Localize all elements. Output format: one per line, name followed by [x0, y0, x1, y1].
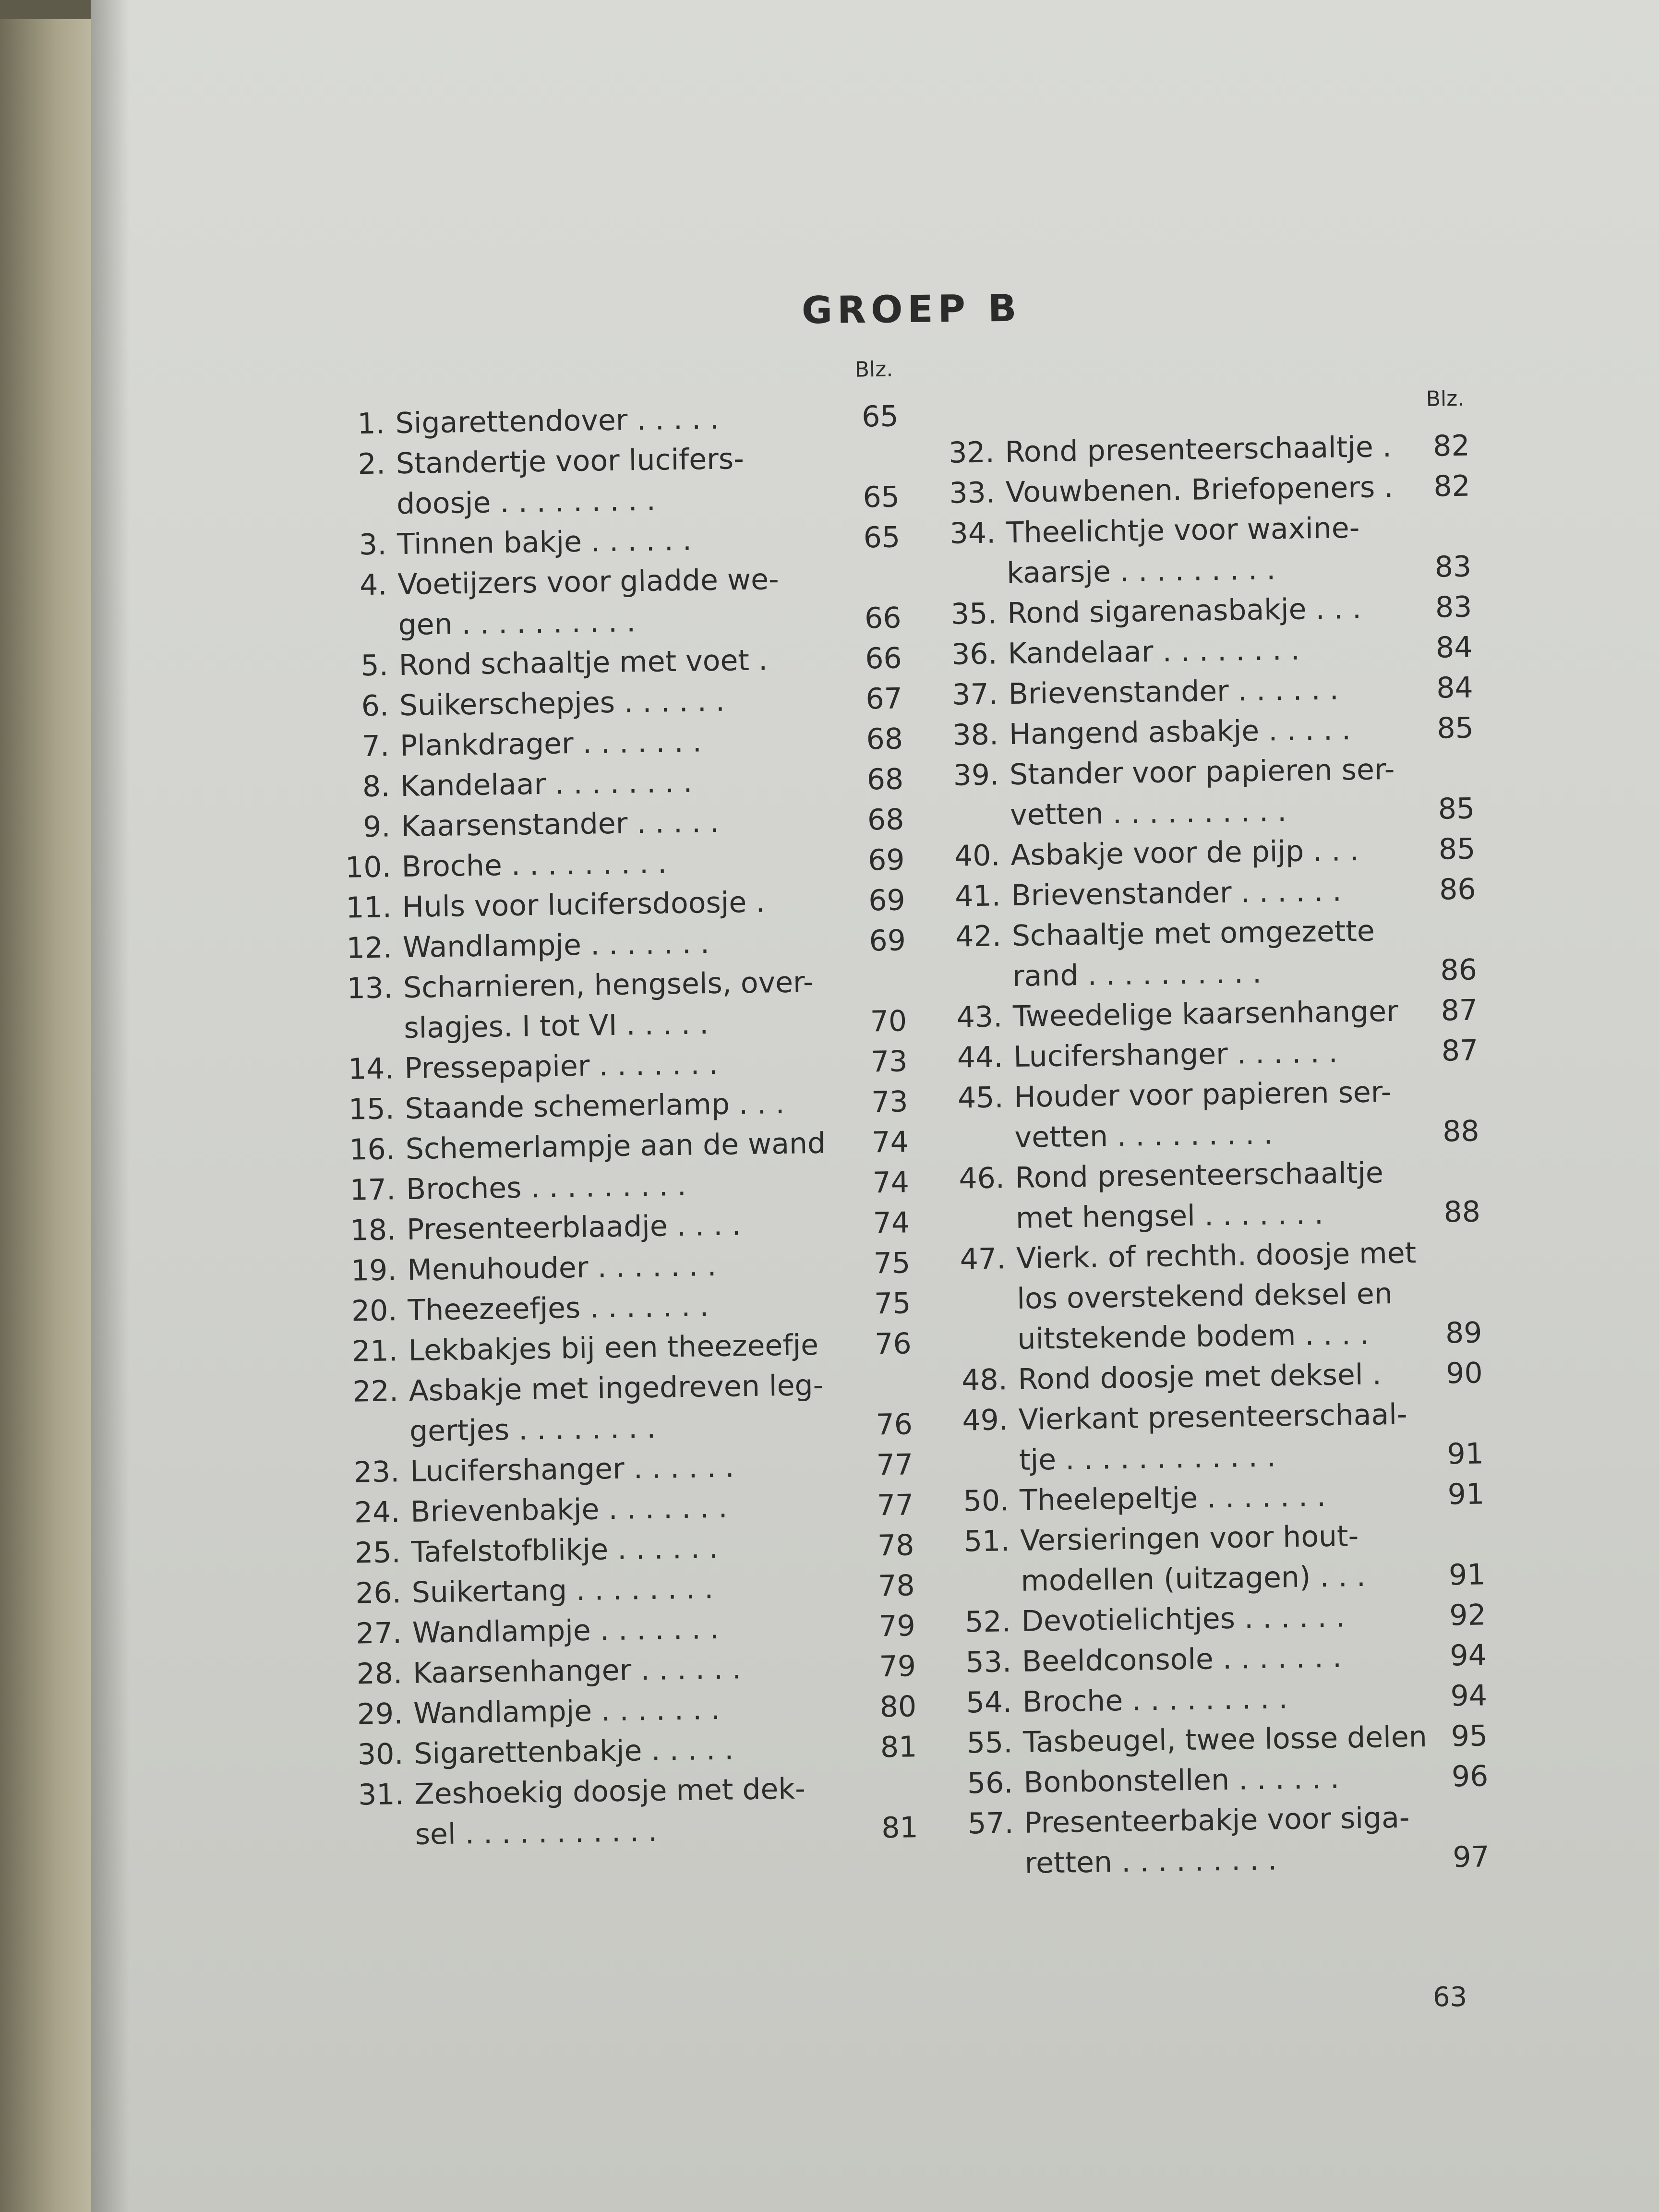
entry-number: 35.: [950, 597, 997, 631]
entry-number: 38.: [952, 718, 999, 752]
toc-entry: [946, 748, 1475, 796]
entry-title: Menuhouder . . . . . . .: [407, 1249, 717, 1287]
toc-entry: [347, 1485, 914, 1533]
entry-title: los overstekend deksel en: [1016, 1277, 1393, 1316]
toc-entry: [341, 1082, 908, 1130]
entry-number: 28.: [356, 1657, 403, 1691]
entry-title: Schemerlampje aan de wand: [405, 1126, 826, 1166]
entry-title: Suikerschepjes . . . . . .: [399, 684, 725, 723]
toc-entry: [953, 1272, 1482, 1320]
column-header-blz: Blz.: [1426, 386, 1465, 411]
toc-entry: [344, 1283, 911, 1331]
entry-page: 65: [861, 399, 899, 434]
toc-entry: [942, 466, 1470, 514]
book-spine: [0, 19, 101, 2212]
toc-entry: [953, 1232, 1481, 1279]
entry-number: 16.: [349, 1132, 396, 1167]
page-number: 63: [1433, 1982, 1467, 2013]
entry-number: 33.: [949, 476, 996, 510]
entry-page: 69: [868, 883, 906, 918]
toc-entry: [332, 397, 899, 445]
entry-number: 13.: [347, 971, 393, 1006]
toc-entry: [955, 1393, 1483, 1441]
entry-title: Rond presenteerschaaltje .: [1005, 430, 1392, 469]
entry-title: doosje . . . . . . . . .: [396, 483, 656, 521]
toc-entry: [339, 920, 906, 968]
entry-title: Broches . . . . . . . . .: [406, 1168, 687, 1206]
entry-title: Kaarsenhanger . . . . . .: [412, 1652, 742, 1690]
entry-page: 79: [878, 1609, 916, 1644]
entry-number: 18.: [350, 1213, 397, 1248]
toc-entry: [959, 1675, 1488, 1723]
entry-number: 57.: [967, 1806, 1014, 1841]
entry-title: Pressepapier . . . . . . .: [404, 1047, 718, 1086]
entry-page: 91: [1447, 1437, 1484, 1471]
page-gutter-shadow: [91, 0, 130, 2212]
toc-entry: [950, 1071, 1479, 1118]
entry-title: Huls voor lucifersdoosje .: [402, 885, 765, 925]
entry-title: Rond sigarenasbakje . . .: [1007, 591, 1362, 631]
entry-title: rand . . . . . . . . . .: [1012, 956, 1262, 994]
entry-number: 39.: [953, 758, 999, 793]
entry-page: 77: [876, 1448, 914, 1482]
entry-title: Brievenbakje . . . . . . .: [410, 1491, 728, 1529]
entry-page: 77: [877, 1488, 914, 1523]
entry-page: 87: [1441, 1034, 1479, 1068]
entry-number: 51.: [963, 1524, 1010, 1559]
entry-number: 22.: [352, 1374, 399, 1409]
entry-number: 49.: [962, 1403, 1009, 1438]
entry-page: 68: [867, 803, 904, 837]
entry-title: gen . . . . . . . . . .: [398, 605, 636, 642]
entry-page: 78: [878, 1569, 915, 1603]
toc-entry: [340, 961, 907, 1009]
toc-entry: [944, 587, 1472, 635]
toc-entry: [336, 678, 902, 726]
entry-number: 1.: [357, 407, 385, 441]
entry-page: 70: [870, 1004, 907, 1039]
entry-number: 4.: [359, 568, 387, 602]
toc-entry: [337, 799, 904, 847]
entry-title: Sigarettendover . . . . .: [395, 402, 720, 441]
toc-entry: [957, 1554, 1486, 1602]
entry-number: 47.: [960, 1242, 1006, 1276]
entry-title: Houder voor papieren ser-: [1013, 1075, 1392, 1115]
entry-number: 34.: [950, 516, 996, 551]
entry-page: 68: [866, 762, 904, 797]
entry-number: 50.: [963, 1484, 1010, 1518]
toc-entry: [348, 1565, 915, 1613]
entry-title: Brievenstander . . . . . .: [1008, 673, 1339, 711]
entry-title: Stander voor papieren ser-: [1009, 752, 1395, 792]
entry-number: 36.: [951, 637, 998, 672]
entry-title: Schaaltje met omgezette: [1011, 914, 1375, 953]
entry-title: Bonbonstellen . . . . . .: [1023, 1761, 1340, 1800]
toc-list-right: [941, 426, 1490, 1885]
toc-entry: [943, 547, 1472, 594]
toc-entry: [342, 1162, 909, 1210]
toc-column-right: [941, 386, 1490, 1885]
entry-page: 81: [880, 1730, 917, 1765]
entry-title: Vierk. of rechth. doosje met: [1016, 1236, 1417, 1275]
toc-entry: [947, 789, 1475, 836]
toc-entry: [958, 1595, 1486, 1642]
entry-title: Voetijzers voor gladde we-: [397, 563, 780, 602]
toc-entry: [340, 1001, 907, 1049]
entry-page: 69: [867, 843, 905, 878]
entry-number: 12.: [346, 931, 393, 965]
entry-title: Tweedelige kaarsenhanger: [1012, 994, 1399, 1034]
entry-title: Lucifershanger . . . . . .: [409, 1450, 735, 1489]
entry-page: 88: [1443, 1195, 1481, 1229]
entry-number: 24.: [354, 1495, 400, 1530]
entry-title: Rond schaaltje met voet .: [398, 643, 768, 683]
entry-title: modellen (uitzagen) . . .: [1021, 1559, 1366, 1598]
entry-title: vetten . . . . . . . . . .: [1010, 794, 1287, 832]
entry-number: 52.: [964, 1605, 1011, 1639]
entry-number: 2.: [358, 447, 386, 481]
toc-entry: [951, 1151, 1480, 1199]
entry-number: 26.: [355, 1576, 402, 1611]
entry-number: 45.: [957, 1081, 1004, 1115]
toc-entry: [941, 426, 1470, 473]
entry-title: Presenteerbakje voor siga-: [1024, 1801, 1410, 1840]
toc-entry: [334, 557, 901, 605]
entry-number: 11.: [345, 890, 392, 925]
entry-number: 44.: [957, 1040, 1003, 1075]
entry-title: Tafelstofblikje . . . . . .: [411, 1531, 719, 1569]
entry-title: Versieringen voor hout-: [1020, 1519, 1359, 1558]
entry-page: 89: [1445, 1316, 1482, 1350]
entry-page: 68: [866, 722, 903, 757]
entry-title: Theelichtje voor waxine-: [1006, 511, 1360, 550]
toc-entry: [945, 668, 1473, 715]
entry-title: Wandlampje . . . . . . .: [413, 1692, 721, 1731]
entry-page: 74: [872, 1166, 910, 1200]
entry-title: Kandelaar . . . . . . . .: [1008, 633, 1300, 671]
entry-title: Vierkant presenteerschaal-: [1018, 1397, 1408, 1437]
entry-title: Lucifershanger . . . . . .: [1013, 1035, 1338, 1074]
entry-page: 85: [1438, 832, 1476, 866]
entry-title: retten . . . . . . . . .: [1024, 1843, 1277, 1880]
toc-entry: [346, 1404, 913, 1452]
entry-number: 23.: [353, 1455, 400, 1490]
toc-entry: [960, 1716, 1488, 1763]
toc-list-left: [332, 397, 918, 1856]
toc-entry: [956, 1474, 1485, 1521]
page-title: GROEP B: [801, 287, 1022, 333]
entry-page: 85: [1438, 792, 1475, 826]
toc-entry: [350, 1727, 917, 1775]
toc-entry: [960, 1756, 1489, 1803]
entry-title: Broche . . . . . . . . .: [401, 846, 667, 884]
entry-page: 82: [1432, 429, 1470, 463]
entry-number: 14.: [348, 1052, 394, 1086]
toc-entry: [351, 1807, 918, 1855]
entry-page: 74: [873, 1206, 910, 1240]
entry-page: 90: [1445, 1356, 1483, 1391]
entry-page: 79: [879, 1649, 916, 1684]
entry-page: 74: [871, 1125, 909, 1160]
entry-number: 30.: [357, 1737, 404, 1772]
toc-column-left: [331, 357, 918, 1856]
toc-entry: [351, 1767, 918, 1815]
entry-number: 32.: [948, 435, 995, 470]
toc-entry: [954, 1353, 1483, 1400]
entry-page: 94: [1449, 1638, 1487, 1673]
entry-page: 73: [870, 1045, 908, 1079]
entry-title: Broche . . . . . . . . .: [1022, 1682, 1288, 1719]
entry-number: 56.: [967, 1766, 1013, 1801]
entry-title: Tasbeugel, twee losse delen: [1022, 1720, 1428, 1759]
entry-page: 75: [874, 1286, 911, 1321]
toc-entry: [942, 506, 1471, 554]
toc-entry: [350, 1686, 917, 1734]
entry-title: met hengsel . . . . . . .: [1015, 1197, 1324, 1235]
toc-entry: [948, 869, 1476, 917]
toc-entry: [335, 638, 902, 686]
entry-page: 65: [863, 480, 900, 515]
entry-title: tje . . . . . . . . . . . .: [1019, 1440, 1276, 1477]
entry-title: slagjes. I tot VI . . . . .: [403, 1007, 709, 1046]
entry-page: 76: [874, 1327, 912, 1361]
entry-page: 86: [1440, 953, 1478, 987]
entry-title: Tinnen bakje . . . . . .: [397, 523, 692, 562]
entry-page: 66: [865, 641, 902, 676]
entry-number: 17.: [349, 1173, 396, 1207]
entry-number: 15.: [348, 1092, 395, 1127]
entry-page: 88: [1442, 1114, 1480, 1149]
entry-page: 80: [879, 1690, 917, 1724]
entry-page: 75: [873, 1246, 911, 1281]
entry-title: Staande schemerlamp . . .: [405, 1086, 785, 1126]
entry-number: 41.: [954, 879, 1001, 914]
toc-entry: [961, 1796, 1489, 1844]
toc-entry: [347, 1444, 914, 1492]
entry-number: 19.: [350, 1253, 397, 1288]
entry-title: Presenteerblaadje . . . .: [406, 1208, 741, 1247]
entry-page: 69: [869, 924, 906, 958]
entry-page: 91: [1447, 1477, 1485, 1512]
entry-title: Sigarettenbakje . . . . .: [413, 1732, 734, 1771]
toc-entry: [950, 990, 1478, 1038]
entry-title: Scharnieren, hengsels, over-: [403, 965, 814, 1005]
entry-number: 42.: [955, 919, 1002, 954]
entry-page: 83: [1434, 550, 1472, 584]
entry-page: 86: [1439, 872, 1477, 907]
entry-page: 91: [1448, 1558, 1486, 1592]
entry-title: Wandlampje . . . . . . .: [402, 926, 710, 965]
entry-title: Kaarsenstander . . . . .: [400, 805, 720, 844]
entry-page: 84: [1435, 630, 1473, 665]
toc-entry: [951, 1111, 1479, 1158]
toc-entry: [335, 598, 902, 646]
toc-entry: [955, 1433, 1484, 1481]
entry-title: kaarsje . . . . . . . . .: [1006, 553, 1276, 590]
entry-page: 65: [863, 520, 901, 555]
toc-entry: [341, 1041, 908, 1089]
entry-title: Rond presenteerschaaltje: [1015, 1156, 1384, 1195]
entry-number: 46.: [958, 1161, 1005, 1196]
column-header-blz: Blz.: [854, 357, 893, 382]
entry-page: 87: [1441, 993, 1478, 1028]
entry-page: 82: [1433, 469, 1471, 504]
entry-number: 29.: [357, 1697, 403, 1731]
toc-entry: [332, 437, 899, 485]
entry-title: sel . . . . . . . . . . .: [415, 1814, 658, 1851]
toc-entry: [337, 719, 903, 767]
entry-number: 21.: [351, 1334, 398, 1369]
entry-number: 9.: [362, 810, 391, 844]
entry-number: 37.: [951, 677, 998, 712]
entry-page: 83: [1435, 590, 1472, 625]
toc-entry: [338, 840, 905, 888]
entry-title: Zeshoekig doosje met dek-: [414, 1772, 806, 1811]
entry-number: 8.: [362, 769, 390, 804]
entry-title: Standertje voor lucifers-: [396, 442, 745, 481]
entry-title: Kandelaar . . . . . . . .: [400, 765, 693, 804]
toc-entry: [950, 1031, 1479, 1078]
entry-title: Theelepeltje . . . . . . .: [1019, 1479, 1326, 1517]
entry-number: 20.: [351, 1294, 398, 1328]
entry-page: 84: [1436, 671, 1474, 705]
entry-title: Rond doosje met deksel .: [1018, 1358, 1382, 1396]
entry-page: 92: [1449, 1598, 1487, 1633]
toc-entry: [961, 1837, 1490, 1884]
entry-number: 25.: [354, 1536, 401, 1570]
toc-entry: [342, 1122, 909, 1170]
toc-entry: [957, 1514, 1485, 1562]
entry-page: 78: [877, 1528, 914, 1563]
entry-page: 94: [1450, 1679, 1488, 1713]
toc-entry: [944, 627, 1473, 675]
entry-page: 85: [1436, 711, 1474, 745]
toc-entry: [333, 477, 900, 525]
toc-entry: [949, 950, 1477, 998]
toc-entry: [343, 1202, 910, 1250]
entry-title: Lekbakjes bij een theezeefje: [408, 1328, 819, 1368]
toc-entry: [338, 880, 905, 928]
entry-page: 95: [1451, 1719, 1488, 1754]
toc-entry: [958, 1635, 1487, 1683]
toc-entry: [337, 759, 904, 807]
toc-entry: [345, 1323, 912, 1371]
entry-title: Plankdrager . . . . . . .: [399, 725, 702, 763]
entry-number: 5.: [361, 649, 389, 683]
entry-number: 31.: [358, 1778, 405, 1812]
entry-number: 40.: [954, 839, 1000, 873]
entry-title: Vouwbenen. Briefopeners .: [1005, 470, 1394, 510]
entry-page: 97: [1452, 1840, 1490, 1875]
entry-page: 81: [881, 1811, 919, 1845]
entry-title: Asbakje met ingedreven leg-: [409, 1368, 824, 1408]
entry-number: 10.: [345, 850, 392, 885]
toc-entry: [349, 1646, 916, 1694]
entry-title: uitstekende bodem . . . .: [1017, 1317, 1370, 1356]
entry-page: 66: [864, 601, 902, 636]
entry-number: 3.: [359, 528, 387, 562]
entry-title: Suikertang . . . . . . . .: [411, 1572, 714, 1610]
toc-entry: [344, 1243, 911, 1291]
entry-title: gertjes . . . . . . . .: [409, 1411, 656, 1448]
toc-entry: [348, 1525, 914, 1573]
entry-number: 54.: [966, 1685, 1012, 1720]
entry-title: Beeldconsole . . . . . . .: [1022, 1640, 1342, 1679]
entry-number: 27.: [356, 1616, 402, 1651]
toc-entry: [945, 708, 1474, 756]
entry-number: 6.: [361, 689, 389, 723]
entry-number: 43.: [956, 1000, 1003, 1034]
entry-page: 76: [876, 1407, 913, 1442]
entry-page: 96: [1451, 1759, 1489, 1794]
toc-entry: [345, 1364, 912, 1412]
entry-title: Hangend asbakje . . . . .: [1009, 713, 1351, 752]
toc-entry: [947, 829, 1476, 877]
entry-number: 48.: [961, 1363, 1008, 1397]
entry-number: 7.: [361, 729, 390, 764]
entry-page: 67: [865, 682, 903, 716]
entry-title: vetten . . . . . . . . .: [1014, 1117, 1273, 1155]
entry-page: 73: [871, 1085, 909, 1119]
toc-entry: [349, 1606, 915, 1654]
toc-entry: [948, 910, 1477, 957]
entry-number: 55.: [966, 1726, 1013, 1760]
toc-entry: [954, 1312, 1482, 1360]
entry-title: Wandlampje . . . . . . .: [412, 1611, 720, 1650]
toc-entry: [334, 517, 901, 565]
entry-title: Brievenstander . . . . . .: [1011, 874, 1342, 913]
entry-title: Devotielichtjes . . . . . .: [1021, 1600, 1346, 1638]
entry-title: Asbakje voor de pijp . . .: [1010, 833, 1359, 873]
toc-entry: [952, 1191, 1480, 1239]
entry-title: Theezeefjes . . . . . . .: [408, 1289, 709, 1327]
entry-number: 53.: [965, 1645, 1012, 1680]
